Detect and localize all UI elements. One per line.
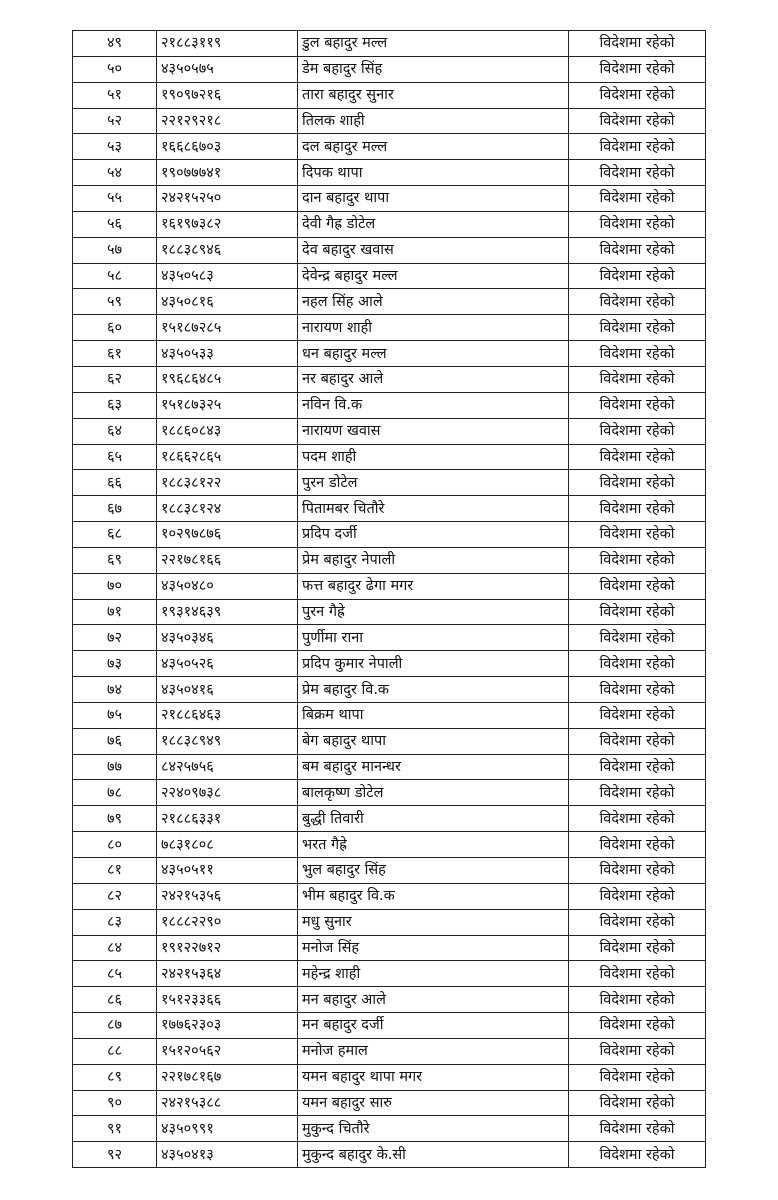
person-name-cell: देवी गैह्र डोटेल [298, 211, 569, 237]
remark-cell: विदेशमा रहेको [569, 935, 706, 961]
table-row [73, 1090, 706, 1116]
serial-number-cell: ९० [73, 1090, 157, 1116]
id-number-cell: १९१२२७१२ [157, 935, 298, 961]
person-name-cell: मधु सुनार [298, 909, 569, 935]
person-name-cell: मनोज हमाल [298, 1038, 569, 1064]
serial-number-cell: ६९ [73, 547, 157, 573]
serial-number-cell: ५२ [73, 108, 157, 134]
table-row [73, 935, 706, 961]
id-number-cell: २२१७८१६६ [157, 547, 298, 573]
serial-number-cell: ६५ [73, 444, 157, 470]
serial-number-cell: ५१ [73, 82, 157, 108]
remark-cell: विदेशमा रहेको [569, 961, 706, 987]
document-page [72, 30, 705, 1168]
person-name-cell: मनोज सिंह [298, 935, 569, 961]
table-row [73, 858, 706, 884]
table-row [73, 341, 706, 367]
id-number-cell: २४२१५३५६ [157, 883, 298, 909]
serial-number-cell: ६७ [73, 496, 157, 522]
id-number-cell: २२१७८१६७ [157, 1064, 298, 1090]
table-row [73, 496, 706, 522]
id-number-cell: १५१२३३६६ [157, 987, 298, 1013]
id-number-cell: ४३५०८१६ [157, 289, 298, 315]
remark-cell: विदेशमा रहेको [569, 108, 706, 134]
id-number-cell: १९३१४६३९ [157, 599, 298, 625]
person-name-cell: देव बहादुर खवास [298, 237, 569, 263]
person-name-cell: नारायण शाही [298, 315, 569, 341]
person-name-cell: भुल बहादुर सिंह [298, 858, 569, 884]
table-row [73, 909, 706, 935]
serial-number-cell: ६१ [73, 341, 157, 367]
serial-number-cell: ८६ [73, 987, 157, 1013]
id-number-cell: २१८८६४६३ [157, 702, 298, 728]
table-row [73, 625, 706, 651]
id-number-cell: ४३५०५८३ [157, 263, 298, 289]
id-number-cell: १५१२०५६२ [157, 1038, 298, 1064]
serial-number-cell: ७२ [73, 625, 157, 651]
remark-cell: विदेशमा रहेको [569, 237, 706, 263]
remark-cell: विदेशमा रहेको [569, 909, 706, 935]
serial-number-cell: ८७ [73, 1013, 157, 1039]
table-row [73, 883, 706, 909]
serial-number-cell: ४९ [73, 31, 157, 57]
remark-cell: विदेशमा रहेको [569, 780, 706, 806]
remark-cell: विदेशमा रहेको [569, 625, 706, 651]
records-table-body [73, 31, 706, 1168]
person-name-cell: डेम बहादुर सिंह [298, 56, 569, 82]
person-name-cell: धन बहादुर मल्ल [298, 341, 569, 367]
id-number-cell: २२४०९७३८ [157, 780, 298, 806]
serial-number-cell: ८९ [73, 1064, 157, 1090]
remark-cell: विदेशमा रहेको [569, 1013, 706, 1039]
table-row [73, 1064, 706, 1090]
person-name-cell: प्रदिप कुमार नेपाली [298, 651, 569, 677]
remark-cell: विदेशमा रहेको [569, 444, 706, 470]
remark-cell: विदेशमा रहेको [569, 31, 706, 57]
serial-number-cell: ८१ [73, 858, 157, 884]
id-number-cell: १९०७७७४१ [157, 160, 298, 186]
table-row [73, 832, 706, 858]
remark-cell: विदेशमा रहेको [569, 470, 706, 496]
id-number-cell: ४३५०४८० [157, 573, 298, 599]
id-number-cell: १८८३८९४९ [157, 728, 298, 754]
remark-cell: विदेशमा रहेको [569, 392, 706, 418]
id-number-cell: ७८३१८०८ [157, 832, 298, 858]
remark-cell: विदेशमा रहेको [569, 1090, 706, 1116]
person-name-cell: यमन बहादुर थापा मगर [298, 1064, 569, 1090]
table-row [73, 108, 706, 134]
person-name-cell: पितामबर चितौरे [298, 496, 569, 522]
remark-cell: विदेशमा रहेको [569, 211, 706, 237]
records-table [72, 30, 706, 1168]
table-row [73, 547, 706, 573]
serial-number-cell: ७५ [73, 702, 157, 728]
remark-cell: विदेशमा रहेको [569, 547, 706, 573]
table-row [73, 961, 706, 987]
table-row [73, 186, 706, 212]
id-number-cell: १९०९७२१६ [157, 82, 298, 108]
table-row [73, 263, 706, 289]
person-name-cell: नहल सिंह आले [298, 289, 569, 315]
serial-number-cell: ९१ [73, 1116, 157, 1142]
remark-cell: विदेशमा रहेको [569, 418, 706, 444]
person-name-cell: पुरन गैह्रे [298, 599, 569, 625]
person-name-cell: दल बहादुर मल्ल [298, 134, 569, 160]
id-number-cell: १७७६२३०३ [157, 1013, 298, 1039]
remark-cell: विदेशमा रहेको [569, 1064, 706, 1090]
serial-number-cell: ८३ [73, 909, 157, 935]
person-name-cell: डुल बहादुर मल्ल [298, 31, 569, 57]
remark-cell: विदेशमा रहेको [569, 832, 706, 858]
serial-number-cell: ५८ [73, 263, 157, 289]
table-row [73, 392, 706, 418]
serial-number-cell: ५३ [73, 134, 157, 160]
table-row [73, 677, 706, 703]
table-row [73, 728, 706, 754]
serial-number-cell: ५० [73, 56, 157, 82]
table-row [73, 599, 706, 625]
remark-cell: विदेशमा रहेको [569, 315, 706, 341]
id-number-cell: ४३५०४१३ [157, 1142, 298, 1168]
serial-number-cell: ७० [73, 573, 157, 599]
person-name-cell: पुर्णीमा राना [298, 625, 569, 651]
remark-cell: विदेशमा रहेको [569, 82, 706, 108]
table-row [73, 1013, 706, 1039]
id-number-cell: १८६६२८६५ [157, 444, 298, 470]
serial-number-cell: ७९ [73, 806, 157, 832]
remark-cell: विदेशमा रहेको [569, 56, 706, 82]
id-number-cell: १६६८६७०३ [157, 134, 298, 160]
id-number-cell: ४३५०५११ [157, 858, 298, 884]
person-name-cell: पदम शाही [298, 444, 569, 470]
remark-cell: विदेशमा रहेको [569, 341, 706, 367]
table-row [73, 522, 706, 548]
table-row [73, 702, 706, 728]
table-row [73, 987, 706, 1013]
serial-number-cell: ८८ [73, 1038, 157, 1064]
person-name-cell: बुद्धी तिवारी [298, 806, 569, 832]
remark-cell: विदेशमा रहेको [569, 987, 706, 1013]
remark-cell: विदेशमा रहेको [569, 754, 706, 780]
table-row [73, 470, 706, 496]
id-number-cell: ४३५०५३३ [157, 341, 298, 367]
remark-cell: विदेशमा रहेको [569, 573, 706, 599]
remark-cell: विदेशमा रहेको [569, 366, 706, 392]
remark-cell: विदेशमा रहेको [569, 186, 706, 212]
id-number-cell: ४३५०५७५ [157, 56, 298, 82]
id-number-cell: १०२९७८७६ [157, 522, 298, 548]
person-name-cell: मुकुन्द चितौरे [298, 1116, 569, 1142]
remark-cell: विदेशमा रहेको [569, 1116, 706, 1142]
person-name-cell: दिपक थापा [298, 160, 569, 186]
person-name-cell: फत्त बहादुर ढेगा मगर [298, 573, 569, 599]
serial-number-cell: ६६ [73, 470, 157, 496]
serial-number-cell: ६२ [73, 366, 157, 392]
table-row [73, 444, 706, 470]
remark-cell: विदेशमा रहेको [569, 677, 706, 703]
id-number-cell: १६१९७३८२ [157, 211, 298, 237]
remark-cell: विदेशमा रहेको [569, 289, 706, 315]
remark-cell: विदेशमा रहेको [569, 1038, 706, 1064]
id-number-cell: २४२१५२५० [157, 186, 298, 212]
person-name-cell: मन बहादुर दर्जी [298, 1013, 569, 1039]
person-name-cell: भरत गैह्रे [298, 832, 569, 858]
person-name-cell: बालकृष्ण डोटेल [298, 780, 569, 806]
id-number-cell: २२१२९२१८ [157, 108, 298, 134]
id-number-cell: १५१८७२८५ [157, 315, 298, 341]
table-row [73, 31, 706, 57]
id-number-cell: १८८३८१२२ [157, 470, 298, 496]
serial-number-cell: ७१ [73, 599, 157, 625]
remark-cell: विदेशमा रहेको [569, 134, 706, 160]
serial-number-cell: ८५ [73, 961, 157, 987]
serial-number-cell: ६४ [73, 418, 157, 444]
serial-number-cell: ८२ [73, 883, 157, 909]
id-number-cell: २१८८३११९ [157, 31, 298, 57]
table-row [73, 366, 706, 392]
remark-cell: विदेशमा रहेको [569, 496, 706, 522]
id-number-cell: १८८६०८४३ [157, 418, 298, 444]
serial-number-cell: ७७ [73, 754, 157, 780]
id-number-cell: १८८३८९४६ [157, 237, 298, 263]
table-row [73, 806, 706, 832]
person-name-cell: दान बहादुर थापा [298, 186, 569, 212]
table-row [73, 754, 706, 780]
serial-number-cell: ७३ [73, 651, 157, 677]
id-number-cell: ४३५०९९१ [157, 1116, 298, 1142]
remark-cell: विदेशमा रहेको [569, 522, 706, 548]
person-name-cell: तारा बहादुर सुनार [298, 82, 569, 108]
table-row [73, 1116, 706, 1142]
person-name-cell: देवेन्द्र बहादुर मल्ल [298, 263, 569, 289]
person-name-cell: बेग बहादुर थापा [298, 728, 569, 754]
serial-number-cell: ५७ [73, 237, 157, 263]
serial-number-cell: ६३ [73, 392, 157, 418]
person-name-cell: बिक्रम थापा [298, 702, 569, 728]
serial-number-cell: ५४ [73, 160, 157, 186]
person-name-cell: मन बहादुर आले [298, 987, 569, 1013]
id-number-cell: २१८८६३३१ [157, 806, 298, 832]
serial-number-cell: ८४ [73, 935, 157, 961]
table-row [73, 134, 706, 160]
table-row [73, 1142, 706, 1168]
person-name-cell: मुकुन्द बहादुर के.सी [298, 1142, 569, 1168]
table-row [73, 289, 706, 315]
person-name-cell: बम बहादुर मानन्धर [298, 754, 569, 780]
id-number-cell: ४३५०५२६ [157, 651, 298, 677]
id-number-cell: ४३५०३४६ [157, 625, 298, 651]
id-number-cell: २४२१५३६४ [157, 961, 298, 987]
remark-cell: विदेशमा रहेको [569, 651, 706, 677]
serial-number-cell: ७४ [73, 677, 157, 703]
table-row [73, 315, 706, 341]
serial-number-cell: ८० [73, 832, 157, 858]
table-row [73, 780, 706, 806]
person-name-cell: प्रेम बहादुर नेपाली [298, 547, 569, 573]
serial-number-cell: ५६ [73, 211, 157, 237]
id-number-cell: १८८८२२९० [157, 909, 298, 935]
remark-cell: विदेशमा रहेको [569, 599, 706, 625]
serial-number-cell: ६८ [73, 522, 157, 548]
serial-number-cell: ५५ [73, 186, 157, 212]
table-row [73, 651, 706, 677]
id-number-cell: १९६८६४८५ [157, 366, 298, 392]
person-name-cell: नारायण खवास [298, 418, 569, 444]
remark-cell: विदेशमा रहेको [569, 263, 706, 289]
serial-number-cell: ६० [73, 315, 157, 341]
remark-cell: विदेशमा रहेको [569, 858, 706, 884]
table-row [73, 237, 706, 263]
table-row [73, 1038, 706, 1064]
table-row [73, 418, 706, 444]
id-number-cell: २४२१५३८८ [157, 1090, 298, 1116]
id-number-cell: १८८३८१२४ [157, 496, 298, 522]
id-number-cell: ४३५०४१६ [157, 677, 298, 703]
id-number-cell: १५१८७३२५ [157, 392, 298, 418]
person-name-cell: भीम बहादुर वि.क [298, 883, 569, 909]
remark-cell: विदेशमा रहेको [569, 883, 706, 909]
table-row [73, 56, 706, 82]
person-name-cell: नर बहादुर आले [298, 366, 569, 392]
remark-cell: विदेशमा रहेको [569, 728, 706, 754]
remark-cell: विदेशमा रहेको [569, 806, 706, 832]
table-row [73, 160, 706, 186]
person-name-cell: प्रेम बहादुर वि.क [298, 677, 569, 703]
serial-number-cell: ७६ [73, 728, 157, 754]
person-name-cell: महेन्द्र शाही [298, 961, 569, 987]
remark-cell: विदेशमा रहेको [569, 702, 706, 728]
serial-number-cell: ५९ [73, 289, 157, 315]
person-name-cell: पुरन डोटेल [298, 470, 569, 496]
person-name-cell: नविन वि.क [298, 392, 569, 418]
table-row [73, 211, 706, 237]
serial-number-cell: ९२ [73, 1142, 157, 1168]
table-row [73, 573, 706, 599]
table-row [73, 82, 706, 108]
id-number-cell: ८४२५७५६ [157, 754, 298, 780]
serial-number-cell: ७८ [73, 780, 157, 806]
remark-cell: विदेशमा रहेको [569, 160, 706, 186]
person-name-cell: प्रदिप दर्जी [298, 522, 569, 548]
person-name-cell: तिलक शाही [298, 108, 569, 134]
person-name-cell: यमन बहादुर सारु [298, 1090, 569, 1116]
remark-cell: विदेशमा रहेको [569, 1142, 706, 1168]
